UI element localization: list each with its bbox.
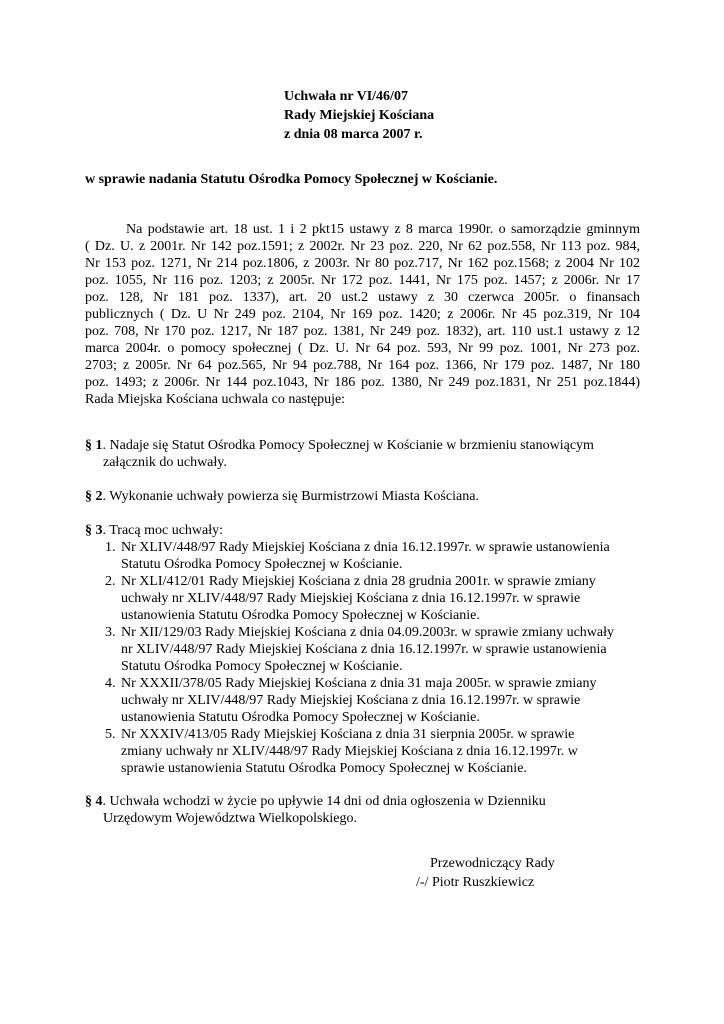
list-item-line: Nr XII/129/03 Rady Miejskiej Kościana z dnia 04.09.2003r. w sprawie zmiany uchwały — [121, 625, 615, 640]
section-3-mark: § 3 — [85, 523, 103, 538]
list-item-number: 5. — [105, 727, 116, 742]
list-item-line: ustanowienia Statutu Ośrodka Pomocy Społecznej w Kościanie. — [121, 710, 480, 725]
list-item-line: nr XLIV/448/97 Rady Miejskiej Kościana z dnia 16.12.1997r. w sprawie ustanowienia — [121, 642, 607, 657]
list-item-line: uchwały nr XLIV/448/97 Rady Miejskiej Kościana z dnia 16.12.1997r. w sprawie — [121, 693, 581, 708]
legal-basis-line: poz. 1055, Nr 116 poz. 1203; z 2005r. Nr 172 poz. 1441, Nr 175 poz. 1457; z 2006r. Nr 17 — [85, 273, 640, 288]
section-1-text: . Nadaje się Statut Ośrodka Pomocy Społecznej w Kościanie w brzmieniu stanowiącym — [102, 438, 594, 453]
legal-basis-line: Rada Miejska Kościana uchwala co następuje: — [85, 392, 346, 407]
legal-basis-line: poz. 128, Nr 181 poz. 1337), art. 20 ust.2 ustawy z 30 czerwca 2005r. o finansach — [85, 290, 640, 305]
list-item-line: sprawie ustanowienia Statutu Ośrodka Pomocy Społecznej w Kościanie. — [121, 761, 527, 776]
list-item — [85, 573, 645, 624]
list-item — [85, 624, 645, 675]
section-1-text-cont: załącznik do uchwały. — [103, 455, 227, 470]
list-item-number: 1. — [105, 540, 116, 555]
list-item-number: 3. — [105, 625, 116, 640]
section-2 — [85, 488, 645, 505]
legal-basis-paragraph — [85, 221, 640, 408]
council-name: Rady Miejskiej Kościana — [284, 108, 435, 123]
section-4 — [85, 793, 645, 827]
resolution-date: z dnia 08 marca 2007 r. — [284, 127, 423, 142]
resolution-number: Uchwała nr VI/46/07 — [284, 89, 408, 104]
list-item — [85, 539, 645, 573]
section-1-mark: § 1 — [85, 438, 103, 453]
legal-basis-line: ( Dz. U. z 2001r. Nr 142 poz.1591; z 2002r. Nr 23 poz. 220, Nr 62 poz.558, Nr 113 poz. 984, — [85, 239, 640, 254]
resolution-subject: w sprawie nadania Statutu Ośrodka Pomocy Społecznej w Kościanie. — [85, 172, 498, 187]
legal-basis-line: marca 2004r. o pomocy społecznej ( Dz. U. Nr 64 poz. 593, Nr 99 poz. 1001, Nr 273 poz. — [85, 341, 640, 356]
legal-basis-line: 2703; z 2005r. Nr 64 poz.565, Nr 94 poz.788, Nr 164 poz. 1366, Nr 179 poz. 1487, Nr 180 — [85, 358, 640, 373]
list-item-line: zmiany uchwały nr XLIV/448/97 Rady Miejskiej Kościana z dnia 16.12.1997r. w — [121, 744, 578, 759]
legal-basis-line: Nr 153 poz. 1271, Nr 214 poz.1806, z 2003r. Nr 80 poz.717, Nr 162 poz.1568; z 2004 Nr 102 — [85, 256, 640, 271]
section-2-text: . Wykonanie uchwały powierza się Burmistrzowi Miasta Kościana. — [102, 489, 479, 504]
signature-name: /-/ Piotr Ruszkiewicz — [416, 875, 535, 890]
list-item-line: Statutu Ośrodka Pomocy Społecznej w Kościanie. — [121, 659, 403, 674]
legal-basis-line: poz. 1493; z 2006r. Nr 144 poz.1043, Nr 186 poz. 1380, Nr 249 poz.1831, Nr 251 poz.1844) — [85, 375, 640, 390]
list-item-line: ustanowienia Statutu Ośrodka Pomocy Społecznej w Kościanie. — [121, 608, 480, 623]
legal-basis-line: poz. 708, Nr 170 poz. 1217, Nr 187 poz. 1381, Nr 249 poz. 1832), art. 110 ust.1 ustawy z 12 — [85, 324, 640, 339]
list-item-line: uchwały nr XLIV/448/97 Rady Miejskiej Kościana z dnia 16.12.1997r. w sprawie — [121, 591, 581, 606]
legal-basis-line: publicznych ( Dz. U Nr 249 poz. 2104, Nr 169 poz. 1420; z 2006r. Nr 45 poz.319, Nr 104 — [85, 307, 640, 322]
section-2-mark: § 2 — [85, 489, 103, 504]
list-item-line: Nr XXXIV/413/05 Rady Miejskiej Kościana z dnia 31 sierpnia 2005r. w sprawie — [121, 727, 575, 742]
list-item-line: Nr XLI/412/01 Rady Miejskiej Kościana z dnia 28 grudnia 2001r. w sprawie zmiany — [121, 574, 596, 589]
section-1 — [85, 437, 645, 471]
section-4-text-cont: Urzędowym Województwa Wielkopolskiego. — [103, 811, 358, 826]
signature-title: Przewodniczący Rady — [430, 856, 555, 871]
list-item-line: Statutu Ośrodka Pomocy Społecznej w Kościanie. — [121, 557, 403, 572]
list-item-line: Nr XXXII/378/05 Rady Miejskiej Kościana z dnia 31 maja 2005r. w sprawie zmiany — [121, 676, 597, 691]
repealed-resolutions-list — [85, 539, 645, 777]
list-item-number: 2. — [105, 574, 116, 589]
list-item — [85, 726, 645, 777]
section-3-text: . Tracą moc uchwały: — [102, 523, 224, 538]
resolution-header — [284, 87, 434, 144]
signature-block — [416, 854, 555, 892]
legal-basis-line: Na podstawie art. 18 ust. 1 i 2 pkt15 ustawy z 8 marca 1990r. o samorządzie gminnym — [126, 222, 640, 237]
list-item — [85, 675, 645, 726]
section-4-mark: § 4 — [85, 794, 103, 809]
section-3 — [85, 522, 645, 777]
section-4-text: . Uchwała wchodzi w życie po upływie 14 dni od dnia ogłoszenia w Dzienniku — [102, 794, 546, 809]
list-item-number: 4. — [105, 676, 116, 691]
list-item-line: Nr XLIV/448/97 Rady Miejskiej Kościana z dnia 16.12.1997r. w sprawie ustanowienia — [121, 540, 610, 555]
